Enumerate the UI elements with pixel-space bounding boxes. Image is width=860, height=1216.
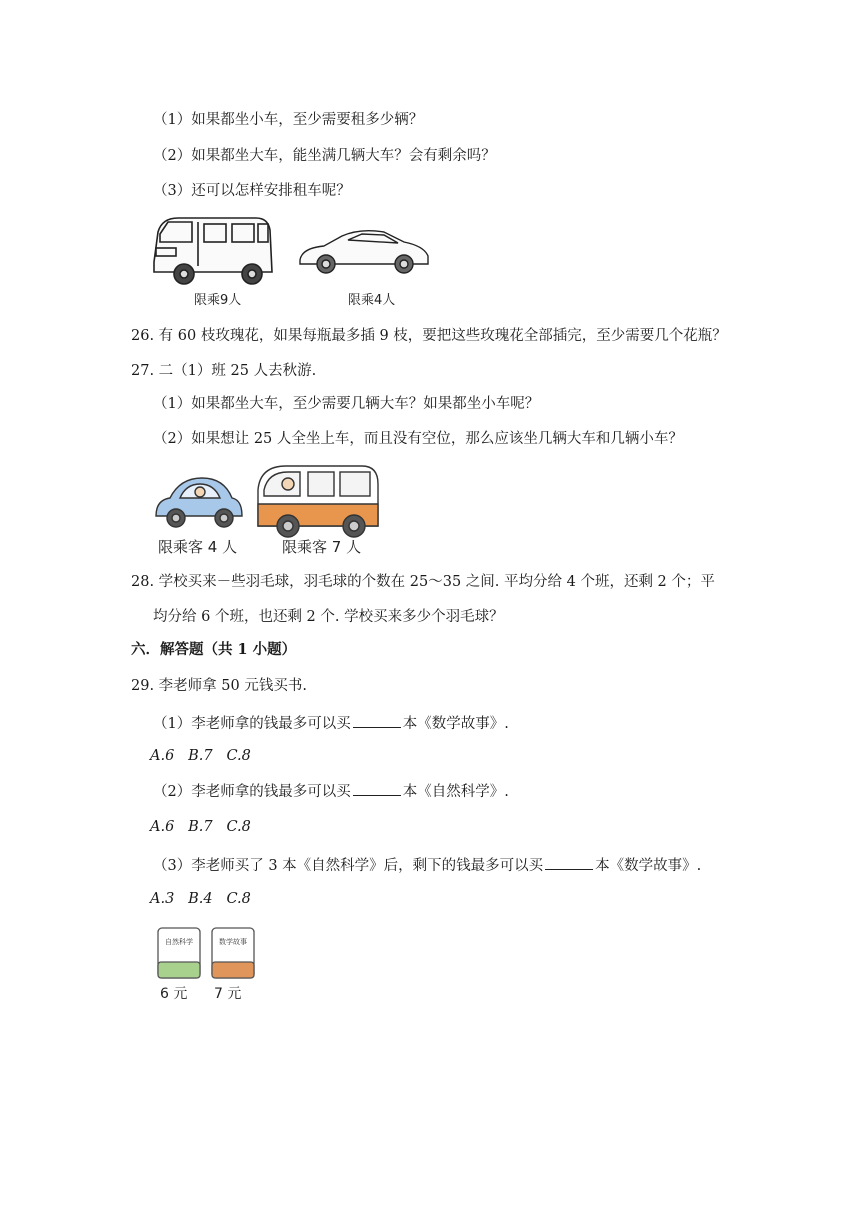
- small-car-icon: [156, 478, 242, 527]
- q28-line1: 28. 学校买来－些羽毛球，羽毛球的个数在 25～35 之间. 平均分给 4 个班，还剩 2 个；平: [131, 574, 715, 590]
- q29-sub1-prefix: （1）李老师拿的钱最多可以买: [153, 716, 351, 732]
- q29-sub3-suffix: 本《数学故事》.: [595, 858, 702, 874]
- q25-sub2: （2）如果都坐大车，能坐满几辆大车？会有剩余吗？: [153, 148, 496, 164]
- book2-price: 7 元: [214, 986, 242, 1002]
- q26-text: 26. 有 60 枝玫瑰花，如果每瓶最多插 9 枝，要把这些玫瑰花全部插完，至少需要几个花瓶？: [131, 328, 727, 344]
- q29-sub1: [153, 713, 509, 734]
- option-c: C.8: [226, 819, 251, 835]
- q27-vehicles-illustration: [150, 460, 390, 560]
- van-icon: [154, 218, 272, 284]
- option-a: A.6: [150, 819, 175, 835]
- book-math-stories-icon: [212, 928, 254, 978]
- book1-title: 自然科学: [165, 938, 193, 946]
- car-icon: [300, 231, 428, 273]
- big-van-caption: 限乘客 7 人: [282, 538, 362, 556]
- q29-sub2-prefix: （2）李老师拿的钱最多可以买: [153, 784, 351, 800]
- option-b: B.7: [188, 819, 213, 835]
- q29-options-1: [150, 746, 251, 766]
- section-heading: 六．解答题（共 1 小题）: [131, 641, 297, 658]
- big-van-icon: [258, 466, 378, 537]
- option-a: A.6: [150, 748, 175, 764]
- option-a: A.3: [150, 891, 175, 907]
- q29-sub3-prefix: （3）李老师买了 3 本《自然科学》后，剩下的钱最多可以买: [153, 858, 544, 874]
- q29-text: 29. 李老师拿 50 元钱买书.: [131, 678, 307, 694]
- book-natural-science-icon: [158, 928, 200, 978]
- q25-vehicles-illustration: [148, 210, 438, 312]
- q28-line2: 均分给 6 个班，也还剩 2 个. 学校买来多少个羽毛球？: [153, 609, 504, 625]
- q25-sub3: （3）还可以怎样安排租车呢？: [153, 183, 351, 199]
- option-c: C.8: [226, 891, 251, 907]
- answer-blank-2[interactable]: [353, 781, 401, 796]
- q29-sub3: [153, 855, 701, 876]
- q27-text: 27. 二（1）班 25 人去秋游.: [131, 363, 317, 379]
- van-caption: 限乘9人: [194, 293, 242, 308]
- small-car-caption: 限乘客 4 人: [158, 538, 238, 556]
- q29-sub1-suffix: 本《数学故事》.: [402, 716, 509, 732]
- option-b: B.7: [188, 748, 213, 764]
- q25-sub1: （1）如果都坐小车，至少需要租多少辆？: [153, 112, 424, 128]
- book2-title: 数学故事: [219, 938, 247, 946]
- option-b: B.4: [188, 891, 213, 907]
- q27-sub1: （1）如果都坐大车，至少需要几辆大车？如果都坐小车呢？: [153, 396, 540, 412]
- answer-blank-1[interactable]: [353, 713, 401, 728]
- q29-options-2: [150, 817, 251, 837]
- q27-sub2: （2）如果想让 25 人全坐上车，而且没有空位，那么应该坐几辆大车和几辆小车？: [153, 431, 683, 447]
- car-caption: 限乘4人: [348, 293, 396, 308]
- book1-price: 6 元: [160, 986, 188, 1002]
- option-c: C.8: [226, 748, 251, 764]
- q29-sub2-suffix: 本《自然科学》.: [402, 784, 509, 800]
- q29-options-3: [150, 889, 251, 909]
- q29-books-illustration: [150, 922, 262, 1004]
- answer-blank-3[interactable]: [545, 855, 593, 870]
- q29-sub2: [153, 781, 509, 802]
